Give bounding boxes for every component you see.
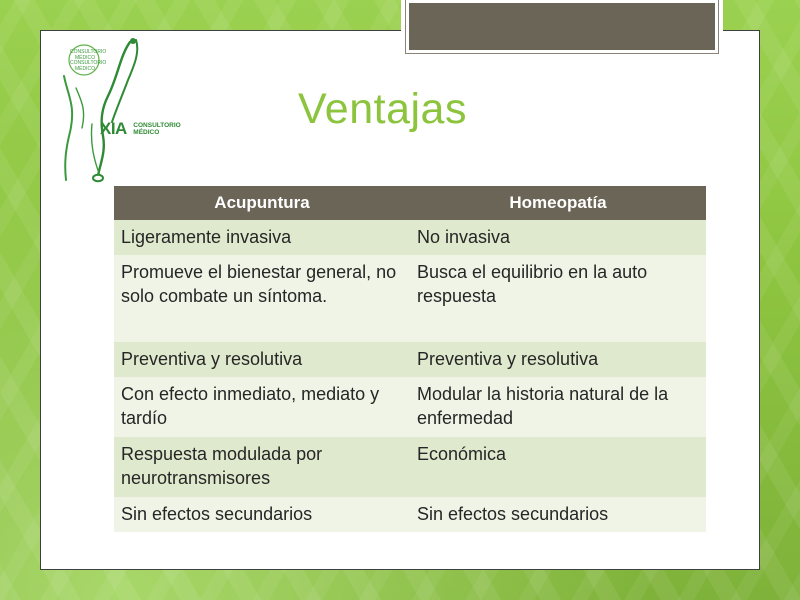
logo-subtitle-line1: CONSULTORIO xyxy=(133,122,181,129)
table-cell: Respuesta modulada por neurotransmisores xyxy=(114,437,410,497)
logo-emblem-line: CONSULTORIO xyxy=(70,60,107,66)
logo-wordmark xyxy=(100,119,181,139)
table-cell: Económica xyxy=(410,437,706,497)
table-cell: Busca el equilibrio en la auto respuesta xyxy=(410,255,706,342)
table-row xyxy=(114,377,706,437)
decorative-title-box-inner xyxy=(406,0,718,53)
table-cell: No invasiva xyxy=(410,220,706,255)
clinic-logo xyxy=(56,36,184,184)
table-row xyxy=(114,220,706,255)
column-header-homeopatia: Homeopatía xyxy=(410,186,706,220)
table-row xyxy=(114,437,706,497)
table-cell: Ligeramente invasiva xyxy=(114,220,410,255)
table-cell: Preventiva y resolutiva xyxy=(114,342,410,377)
slide-title: Ventajas xyxy=(298,85,467,133)
table-header-row xyxy=(114,186,706,220)
column-header-acupuntura: Acupuntura xyxy=(114,186,410,220)
table-row xyxy=(114,497,706,532)
table-cell: Modular la historia natural de la enfermedad xyxy=(410,377,706,437)
logo-emblem-line: MÉDICO xyxy=(75,65,95,72)
logo-subtitle-line2: MÉDICO xyxy=(133,129,160,136)
logo-emblem-text xyxy=(70,49,107,72)
logo-brand: XIA xyxy=(100,119,127,138)
table-cell: Sin efectos secundarios xyxy=(410,497,706,532)
table-row xyxy=(114,255,706,342)
table-cell: Preventiva y resolutiva xyxy=(410,342,706,377)
logo-emblem-line: MÉDICO xyxy=(75,54,95,61)
table-cell: Con efecto inmediato, mediato y tardío xyxy=(114,377,410,437)
table-cell: Promueve el bienestar general, no solo combate un síntoma. xyxy=(114,255,410,342)
advantages-table xyxy=(114,186,706,532)
table-row xyxy=(114,342,706,377)
logo-subtitle xyxy=(133,122,180,136)
table-cell: Sin efectos secundarios xyxy=(114,497,410,532)
logo-emblem-line: CONSULTORIO xyxy=(70,49,107,55)
decorative-title-box xyxy=(401,0,723,58)
